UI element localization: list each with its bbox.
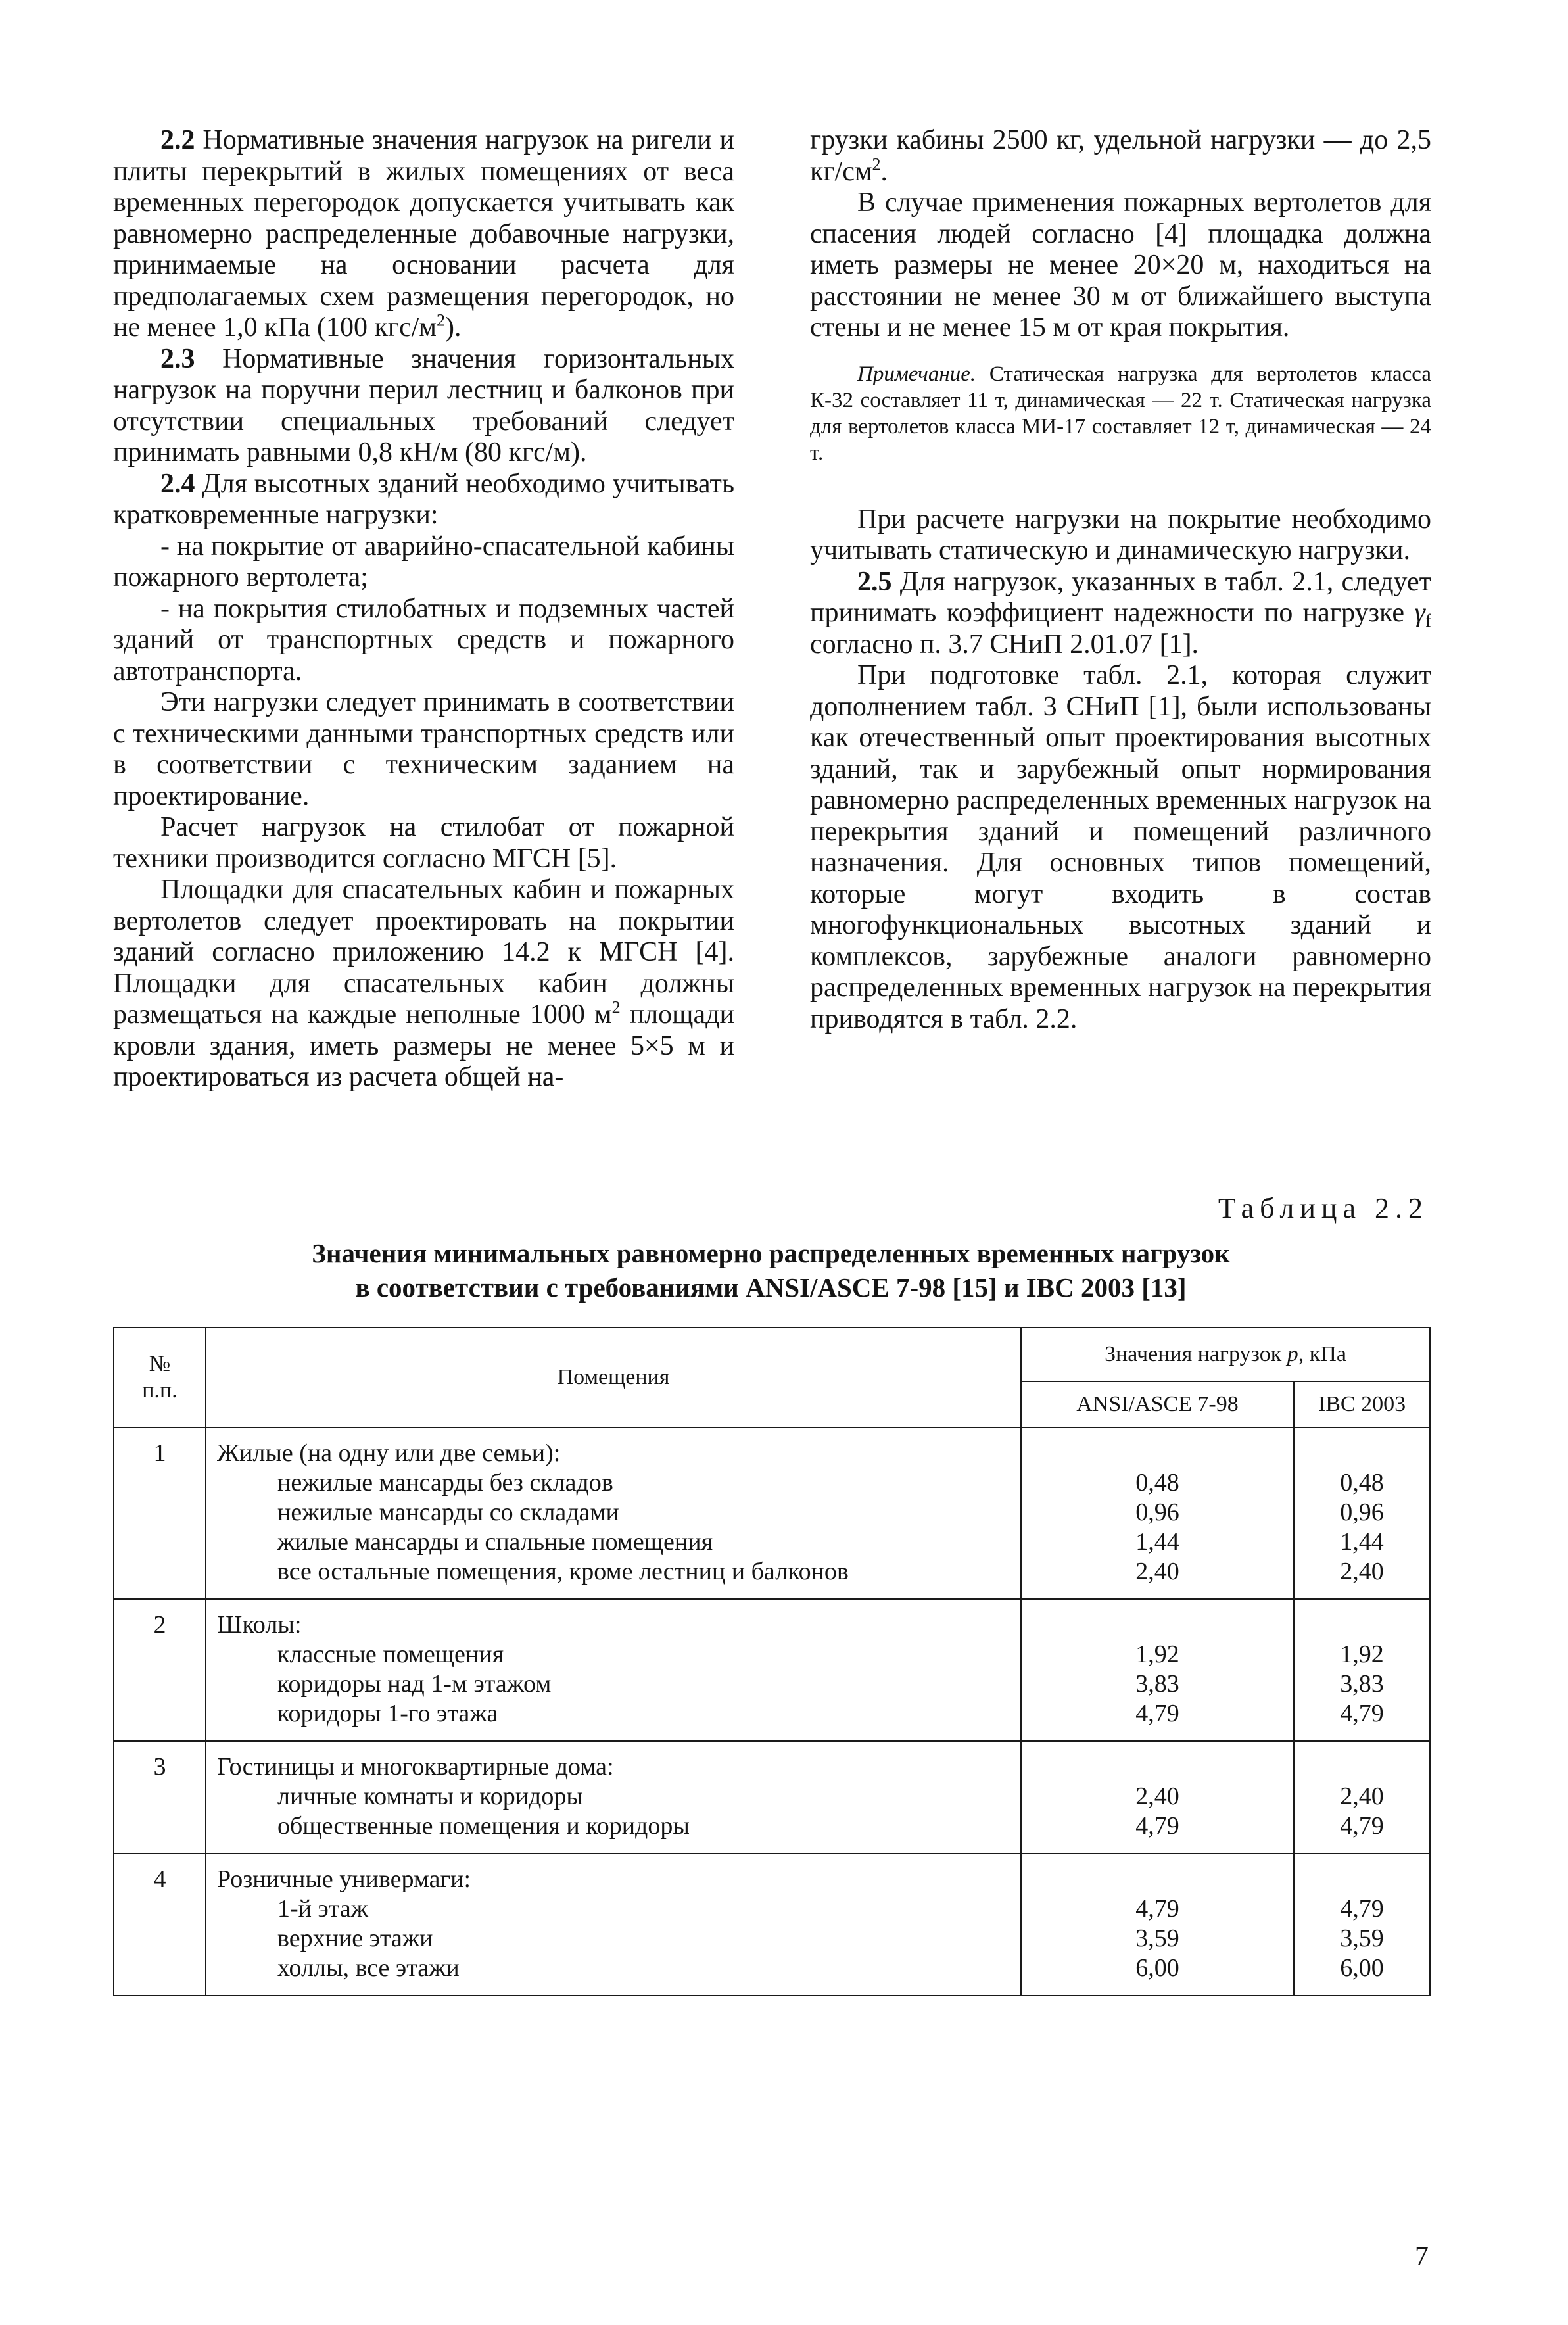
paragraph-2-3 [113, 344, 734, 469]
ibc-value: 4,79 [1340, 1895, 1384, 1923]
ansi-value: 1,44 [1135, 1528, 1179, 1556]
loads-table [113, 1327, 1431, 1996]
ibc-value: 2,40 [1340, 1558, 1384, 1585]
list-item-stylobate: - на покрытия стилобатных и подземных частей зданий от транспортных средств и пожарного автотранспорта. [113, 593, 734, 686]
section-number: 2.4 [160, 468, 195, 499]
row-item: общественные помещения и коридоры [277, 1812, 690, 1840]
paragraph-text: Нормативные значения горизонтальных нагрузок на поручни перил лестниц и балконов при отсутствии специальных требований следует принимать равными 0,8 кН/м (80 кгс/м). [113, 343, 734, 467]
header-rooms: Помещения [206, 1328, 1021, 1427]
paragraph-2-2 [113, 125, 734, 344]
paragraph-text: Для высотных зданий необходимо учитывать кратковременные нагрузки: [113, 468, 734, 530]
row-item: классные помещения [277, 1641, 504, 1668]
ansi-value: 2,40 [1135, 1558, 1179, 1585]
header-ansi: ANSI/ASCE 7-98 [1021, 1381, 1294, 1427]
spacer [1295, 1752, 1429, 1782]
row-description [206, 1741, 1021, 1854]
row-ibc-values [1294, 1599, 1430, 1741]
ansi-value: 2,40 [1135, 1783, 1179, 1810]
row-ibc-values [1294, 1427, 1430, 1599]
row-item: коридоры над 1-м этажом [277, 1670, 552, 1698]
paragraph-static-dynamic: При расчете нагрузки на покрытие необходимо учитывать статическую и динамическую нагрузки. [810, 504, 1431, 565]
ibc-value: 3,83 [1340, 1670, 1384, 1698]
header-values-symbol: p [1287, 1342, 1298, 1366]
row-ibc-values [1294, 1741, 1430, 1854]
row-item: все остальные помещения, кроме лестниц и балконов [277, 1558, 849, 1585]
ansi-value: 1,92 [1135, 1641, 1179, 1668]
left-column [113, 125, 734, 1093]
ibc-value: 3,59 [1340, 1925, 1384, 1952]
row-item: жилые мансарды и спальные помещения [277, 1528, 713, 1556]
gamma-symbol: γ [1414, 598, 1425, 628]
superscript: 2 [611, 997, 621, 1017]
ibc-value: 1,92 [1340, 1641, 1384, 1668]
ibc-value: 4,79 [1340, 1700, 1384, 1727]
header-number-line-1: № [149, 1352, 171, 1376]
paragraph-stylobate-calc: Расчет нагрузок на стилобат от пожарной техники производится согласно МГСН [5]. [113, 812, 734, 874]
superscript: 2 [872, 154, 881, 174]
superscript: 2 [436, 310, 445, 330]
row-description [206, 1427, 1021, 1599]
ibc-value: 4,79 [1340, 1812, 1384, 1840]
list-item-helicopter: - на покрытие от аварийно-спасательной кабины пожарного вертолета; [113, 531, 734, 592]
row-ibc-values [1294, 1854, 1430, 1996]
paragraph-text: Для нагрузок, указанных в табл. 2.1, следует принимать коэффициент надежности по нагрузке [810, 566, 1431, 628]
ansi-value: 4,79 [1135, 1812, 1179, 1840]
ansi-value: 0,96 [1135, 1498, 1179, 1526]
spacer [1295, 1865, 1429, 1894]
page-number: 7 [1415, 2241, 1429, 2272]
table-title-line-2: в соответствии с требованиями ANSI/ASCE 7-98 [15] и IBC 2003 [13] [355, 1272, 1187, 1303]
row-item: холлы, все этажи [277, 1954, 460, 1982]
row-item: личные комнаты и коридоры [277, 1783, 583, 1810]
ibc-value: 6,00 [1340, 1954, 1384, 1982]
row-number: 1 [114, 1427, 206, 1599]
header-values [1021, 1328, 1430, 1381]
paragraph-loads-technical: Эти нагрузки следует принимать в соответствии с техническими данными транспортных средств или в соответствии с техническим заданием на проектирование. [113, 687, 734, 811]
paragraph-rescue-platforms [113, 875, 734, 1093]
spacer [1295, 1439, 1429, 1468]
row-number: 4 [114, 1854, 206, 1996]
header-values-text: Значения нагрузок [1105, 1342, 1287, 1366]
paragraph-text: Площадки для спасательных кабин и пожарных вертолетов следует проектировать на покрытии зданий согласно приложению 14.2 к МГСН [4]. Площадки для спасательных кабин должны размещаться на каждые неполные 1000 м [113, 875, 734, 1030]
row-ansi-values [1021, 1599, 1294, 1741]
section-number: 2.2 [160, 125, 195, 155]
row-item: верхние этажи [277, 1925, 433, 1952]
row-description [206, 1854, 1021, 1996]
spacer [1022, 1752, 1293, 1782]
header-values-unit: , кПа [1298, 1342, 1346, 1366]
spacer [1022, 1865, 1293, 1894]
paragraph-2-5 [810, 567, 1431, 661]
note-label: Примечание. [857, 362, 976, 386]
paragraph-continuation [810, 125, 1431, 187]
spacer [1295, 1610, 1429, 1640]
spacer [1022, 1439, 1293, 1468]
paragraph-text-end: . [880, 156, 888, 187]
table-row [114, 1854, 1430, 1996]
section-number: 2.3 [160, 343, 195, 374]
row-item: коридоры 1-го этажа [277, 1700, 498, 1727]
ibc-value: 2,40 [1340, 1783, 1384, 1810]
note [810, 361, 1431, 466]
ansi-value: 4,79 [1135, 1895, 1179, 1923]
gamma-subscript: f [1425, 611, 1431, 631]
ansi-value: 0,48 [1135, 1469, 1179, 1497]
table-caption: Таблица 2.2 [1218, 1192, 1429, 1224]
row-number: 3 [114, 1741, 206, 1854]
ibc-value: 0,48 [1340, 1469, 1384, 1497]
paragraph-table-preparation: При подготовке табл. 2.1, которая служит дополнением табл. 3 СНиП [1], были использованы как отечественный опыт проектирования высотных зданий, так и зарубежный опыт нормирования равномерно распределенных временных нагрузок на перекрытия зданий и помещений различного назначения. Для основных типов помещений, которые могут входить в состав многофункциональных высотных зданий и комплексов, зарубежные аналоги равномерно распределенных временных нагрузок на перекрытия приводятся в табл. 2.2. [810, 660, 1431, 1034]
ansi-value: 4,79 [1135, 1700, 1179, 1727]
ansi-value: 3,59 [1135, 1925, 1179, 1952]
row-ansi-values [1021, 1854, 1294, 1996]
table-title-line-1: Значения минимальных равномерно распределенных временных нагрузок [312, 1238, 1230, 1268]
row-category: Жилые (на одну или две семьи): [217, 1439, 561, 1467]
row-ansi-values [1021, 1427, 1294, 1599]
header-ibc: IBC 2003 [1294, 1381, 1430, 1427]
paragraph-fire-helicopters: В случае применения пожарных вертолетов для спасения людей согласно [4] площадка должна иметь размеры не менее 20×20 м, находиться на расстоянии не менее 30 м от ближайшего выступа стены и не менее 15 м от края покрытия. [810, 187, 1431, 343]
note-text: Статическая нагрузка для вертолетов класса К-32 составляет 11 т, динамическая — 22 т. Статическая нагрузка для вертолетов класса МИ-17 составляет 12 т, динамическая — 24 т. [810, 362, 1431, 465]
row-category: Розничные универмаги: [217, 1865, 471, 1893]
ibc-value: 1,44 [1340, 1528, 1384, 1556]
paragraph-text-end: площади кровли здания, иметь размеры не менее 5×5 м и проектироваться из расчета общей на- [113, 999, 734, 1092]
paragraph-text-end: ). [445, 312, 462, 343]
header-number [114, 1328, 206, 1427]
row-number: 2 [114, 1599, 206, 1741]
paragraph-2-4 [113, 469, 734, 531]
row-category: Школы: [217, 1611, 302, 1639]
table-body [114, 1427, 1430, 1996]
row-category: Гостиницы и многоквартирные дома: [217, 1753, 614, 1781]
paragraph-text: Нормативные значения нагрузок на ригели и плиты перекрытий в жилых помещениях от веса временных перегородок допускается учитывать как равномерно распределенные добавочные нагрузки, принимаемые на основании расчета для предполагаемых схем размещения перегородок, но не менее 1,0 кПа (100 кгс/м [113, 125, 734, 343]
table-row [114, 1427, 1430, 1599]
paragraph-text: грузки кабины 2500 кг, удельной нагрузки — до 2,5 кг/см [810, 125, 1431, 187]
ansi-value: 3,83 [1135, 1670, 1179, 1698]
header-number-line-2: п.п. [142, 1378, 178, 1402]
row-item: нежилые мансарды со складами [277, 1498, 619, 1526]
row-item: 1-й этаж [277, 1895, 368, 1923]
spacer [1022, 1610, 1293, 1640]
row-item: нежилые мансарды без складов [277, 1469, 613, 1497]
table-title [113, 1236, 1429, 1305]
ibc-value: 0,96 [1340, 1498, 1384, 1526]
ansi-value: 6,00 [1135, 1954, 1179, 1982]
row-ansi-values [1021, 1741, 1294, 1854]
row-description [206, 1599, 1021, 1741]
right-column [810, 125, 1431, 1035]
table-row [114, 1599, 1430, 1741]
paragraph-text-end: согласно п. 3.7 СНиП 2.01.07 [1]. [810, 629, 1199, 659]
table-row [114, 1741, 1430, 1854]
section-number: 2.5 [857, 566, 892, 597]
